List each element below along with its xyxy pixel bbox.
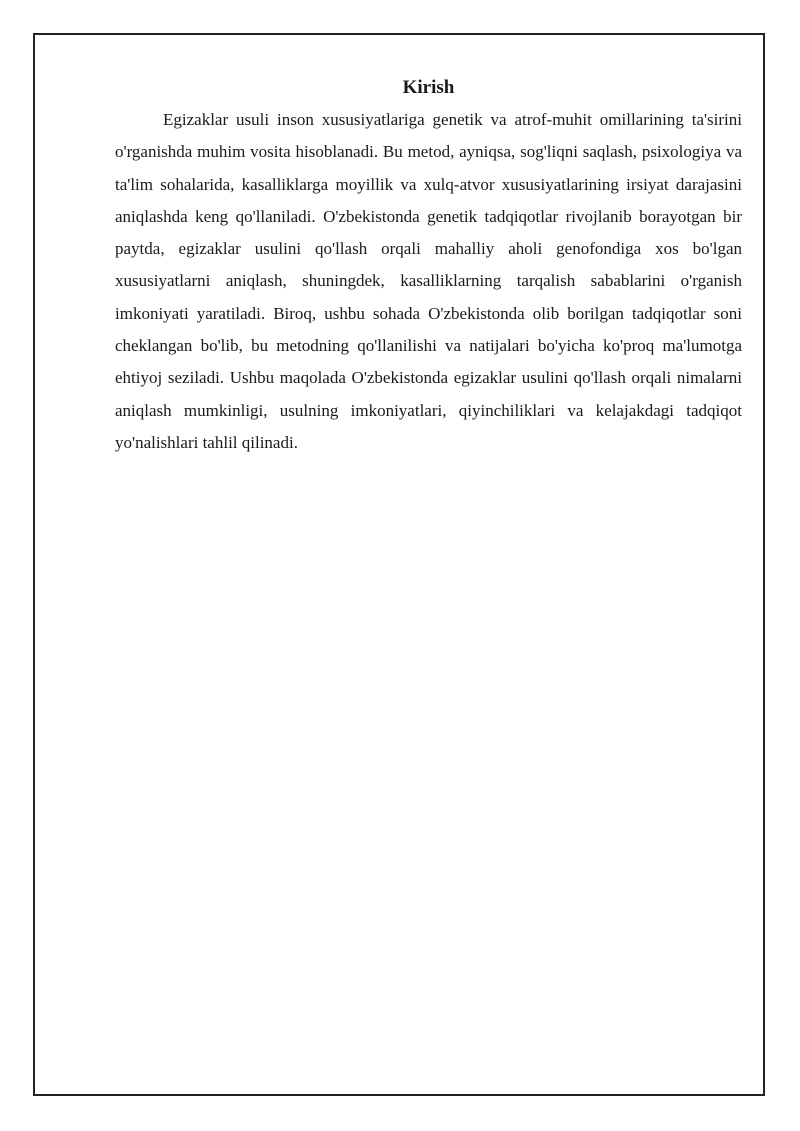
section-heading: Kirish — [402, 77, 455, 98]
intro-paragraph: Egizaklar usuli inson xususiyatlariga genetik va atrof-muhit omillarining ta'sirini o'rganishda muhim vosita hisoblanadi. Bu metod, ayniqsa, sog'liqni saqlash, psixologiya va ta'lim sohalarida, kasalliklarga moyillik va xulq-atvor xususiyatlarining irsiyat darajasini aniqlashda keng qo'llaniladi. O'zbekistonda genetik tadqiqotlar rivojlanib borayotgan bir paytda, egizaklar usulini qo'llash orqali mahalliy aholi genofondiga xos bo'lgan xususiyatlarni aniqlash, shuningdek, kasalliklarning tarqalish sabablarini o'rganish imkoniyati yaratiladi. Biroq, ushbu sohada O'zbekistonda olib borilgan tadqiqotlar soni cheklangan bo'lib, bu metodning qo'llanilishi va natijalari bo'yicha ko'proq ma'lumotga ehtiyoj seziladi. Ushbu maqolada O'zbekistonda egizaklar usulini qo'llash orqali nimalarni aniqlash mumkinligi, usulning imkoniyatlari, qiyinchiliklari va kelajakdagi tadqiqot yo'nalishlari tahlil qilinadi. — [115, 110, 742, 452]
document-body — [115, 74, 742, 459]
